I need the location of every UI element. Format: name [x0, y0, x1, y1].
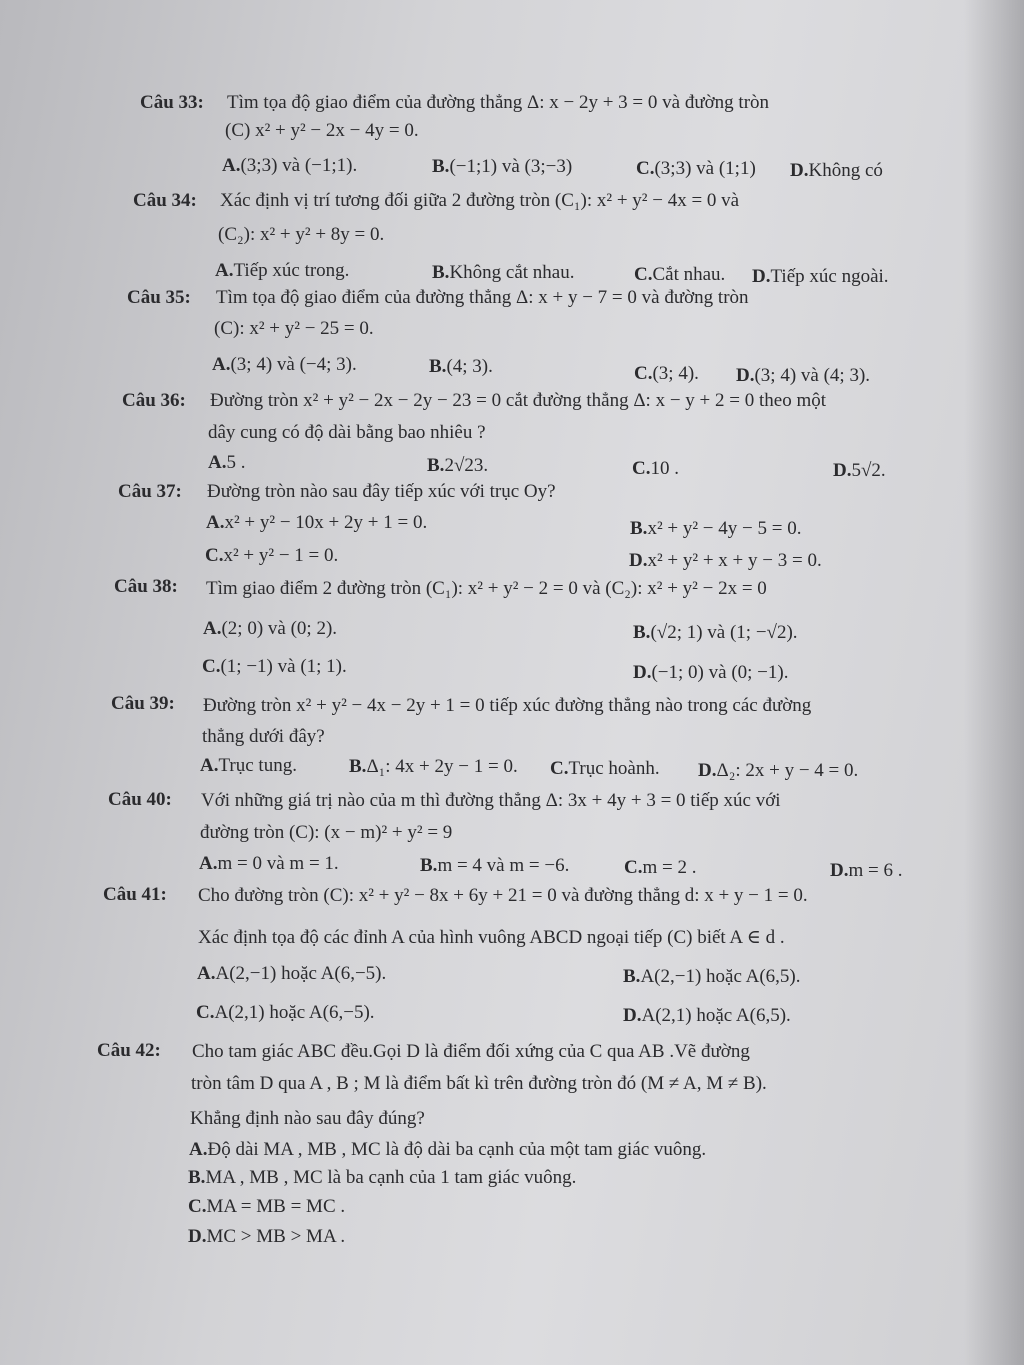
question-37-option-a: A.x² + y² − 10x + 2y + 1 = 0.: [206, 512, 428, 533]
page-edge-shadow: [964, 0, 1024, 1365]
question-33-option-a: A.(3;3) và (−1;1).: [222, 155, 358, 176]
question-40-line-2: đường tròn (C): (x − m)² + y² = 9: [200, 822, 453, 843]
question-38-option-c: C.(1; −1) và (1; 1).: [202, 656, 347, 677]
question-42-option-d: D.MC > MB > MA .: [188, 1226, 346, 1247]
question-41-option-d: D.A(2,1) hoặc A(6,5).: [623, 1005, 791, 1026]
question-37-option-d: D.x² + y² + x + y − 3 = 0.: [629, 550, 822, 571]
question-39-option-a: A.Trục tung.: [200, 755, 297, 776]
question-41-option-b: B.A(2,−1) hoặc A(6,5).: [623, 966, 801, 987]
question-36-option-c: C.10 .: [632, 458, 679, 479]
question-39-option-c: C.Trục hoành.: [550, 758, 660, 779]
question-33-option-c: C.(3;3) và (1;1): [636, 158, 756, 179]
question-38-option-b: B.(√2; 1) và (1; −√2).: [633, 622, 798, 643]
question-38-option-d: D.(−1; 0) và (0; −1).: [633, 662, 789, 683]
question-37-label: Câu 37:: [118, 481, 182, 502]
question-39-option-b: B.Δ₁: 4x + 2y − 1 = 0.: [349, 756, 518, 777]
question-42-line-1: Cho tam giác ABC đều.Gọi D là điểm đối xứng của C qua AB .Vẽ đường: [192, 1041, 750, 1062]
question-41-line-2: Xác định tọa độ các đỉnh A của hình vuông ABCD ngoại tiếp (C) biết A ∈ d .: [198, 927, 785, 948]
question-38-option-a: A.(2; 0) và (0; 2).: [203, 618, 338, 639]
question-34-label: Câu 34:: [133, 190, 197, 211]
question-40-option-b: B.m = 4 và m = −6.: [420, 855, 570, 876]
question-38-label: Câu 38:: [114, 576, 178, 597]
question-39-line-2: thẳng dưới đây?: [202, 726, 325, 747]
question-39-option-d: D.Δ₂: 2x + y − 4 = 0.: [698, 760, 859, 781]
question-41-line-1: Cho đường tròn (C): x² + y² − 8x + 6y + 21 = 0 và đường thẳng d: x + y − 1 = 0.: [198, 885, 808, 906]
question-36-option-a: A.5 .: [208, 452, 246, 473]
question-36-option-b: B.2√23.: [427, 455, 489, 476]
question-41-label: Câu 41:: [103, 884, 167, 905]
question-39-line-1: Đường tròn x² + y² − 4x − 2y + 1 = 0 tiếp xúc đường thẳng nào trong các đường: [203, 695, 812, 716]
question-35-option-a: A.(3; 4) và (−4; 3).: [212, 354, 357, 375]
question-39-label: Câu 39:: [111, 693, 175, 714]
question-42-line-2: tròn tâm D qua A , B ; M là điểm bất kì trên đường tròn đó (M ≠ A, M ≠ B).: [191, 1073, 767, 1094]
question-35-line-2: (C): x² + y² − 25 = 0.: [214, 318, 374, 339]
question-35-option-d: D.(3; 4) và (4; 3).: [736, 365, 871, 386]
question-36-line-2: dây cung có độ dài bằng bao nhiêu ?: [208, 422, 486, 443]
question-34-option-c: C.Cắt nhau.: [634, 264, 726, 285]
question-35-line-1: Tìm tọa độ giao điểm của đường thẳng Δ: x + y − 7 = 0 và đường tròn: [216, 287, 749, 308]
question-33-option-b: B.(−1;1) và (3;−3): [432, 156, 573, 177]
question-41-option-c: C.A(2,1) hoặc A(6,−5).: [196, 1002, 375, 1023]
question-37-option-b: B.x² + y² − 4y − 5 = 0.: [630, 518, 802, 539]
question-42-option-b: B.MA , MB , MC là ba cạnh của 1 tam giác vuông.: [188, 1167, 577, 1188]
question-36-option-d: D.5√2.: [833, 460, 886, 481]
question-35-option-b: B.(4; 3).: [429, 356, 493, 377]
question-42-line-3: Khẳng định nào sau đây đúng?: [190, 1108, 425, 1129]
question-37-line-1: Đường tròn nào sau đây tiếp xúc với trục Oy?: [207, 481, 556, 502]
question-42-option-c: C.MA = MB = MC .: [188, 1196, 346, 1217]
question-36-label: Câu 36:: [122, 390, 186, 411]
question-40-option-a: A.m = 0 và m = 1.: [199, 853, 339, 874]
question-34-option-a: A.Tiếp xúc trong.: [215, 260, 350, 281]
question-34-line-2: (C₂): x² + y² + 8y = 0.: [218, 224, 385, 245]
question-33-option-d: D.Không có: [790, 160, 883, 181]
question-40-label: Câu 40:: [108, 789, 172, 810]
question-38-line-1: Tìm giao điểm 2 đường tròn (C₁): x² + y² − 2 = 0 và (C₂): x² + y² − 2x = 0: [206, 578, 767, 599]
question-37-option-c: C.x² + y² − 1 = 0.: [205, 545, 339, 566]
question-42-option-a: A.Độ dài MA , MB , MC là độ dài ba cạnh của một tam giác vuông.: [189, 1139, 707, 1160]
question-34-option-d: D.Tiếp xúc ngoài.: [752, 266, 889, 287]
question-33-label: Câu 33:: [140, 92, 204, 113]
question-42-label: Câu 42:: [97, 1040, 161, 1061]
question-40-option-c: C.m = 2 .: [624, 857, 697, 878]
question-33-line-1: Tìm tọa độ giao điểm của đường thẳng Δ: x − 2y + 3 = 0 và đường tròn: [227, 92, 770, 113]
question-40-option-d: D.m = 6 .: [830, 860, 903, 881]
question-34-option-b: B.Không cắt nhau.: [432, 262, 575, 283]
question-35-label: Câu 35:: [127, 287, 191, 308]
question-33-line-2: (C) x² + y² − 2x − 4y = 0.: [225, 120, 419, 141]
question-40-line-1: Với những giá trị nào của m thì đường thẳng Δ: 3x + 4y + 3 = 0 tiếp xúc với: [201, 790, 781, 811]
question-34-line-1: Xác định vị trí tương đối giữa 2 đường tròn (C₁): x² + y² − 4x = 0 và: [220, 190, 740, 211]
question-36-line-1: Đường tròn x² + y² − 2x − 2y − 23 = 0 cắt đường thẳng Δ: x − y + 2 = 0 theo một: [210, 390, 827, 411]
question-35-option-c: C.(3; 4).: [634, 363, 699, 384]
question-41-option-a: A.A(2,−1) hoặc A(6,−5).: [197, 963, 387, 984]
